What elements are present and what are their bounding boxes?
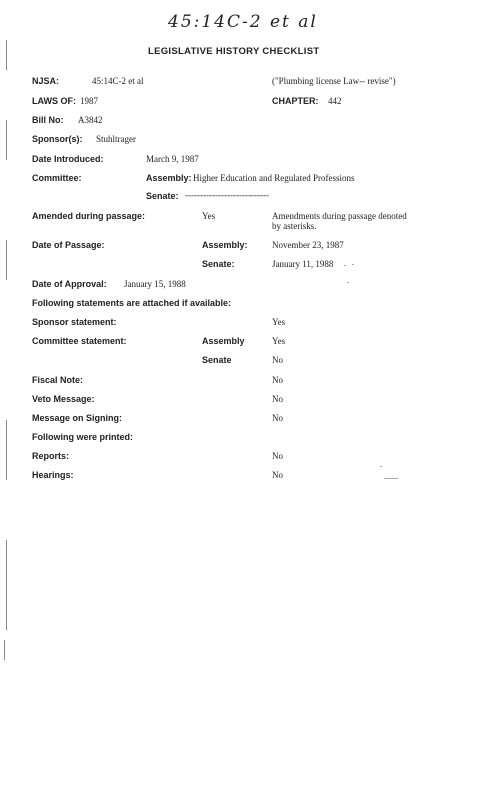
attached-heading: Following statements are attached if available: bbox=[32, 298, 232, 308]
scan-speck bbox=[347, 282, 349, 283]
scan-speck bbox=[380, 466, 382, 467]
approval-label: Date of Approval: bbox=[32, 279, 107, 289]
scan-edge bbox=[4, 640, 5, 660]
committee-assembly-value: Higher Education and Regulated Professions bbox=[193, 173, 355, 183]
passage-senate-label: Senate: bbox=[202, 259, 235, 269]
sponsor-statement-label: Sponsor statement: bbox=[32, 317, 117, 327]
laws-label: LAWS OF: bbox=[32, 96, 76, 106]
passage-label: Date of Passage: bbox=[32, 240, 105, 250]
introduced-value: March 9, 1987 bbox=[146, 154, 199, 164]
laws-value: 1987 bbox=[80, 96, 98, 106]
scan-edge bbox=[6, 40, 7, 70]
scan-edge bbox=[6, 240, 7, 280]
hearings-label: Hearings: bbox=[32, 470, 74, 480]
scan-edge bbox=[6, 540, 7, 630]
njsa-value: 45:14C-2 et al bbox=[92, 76, 144, 86]
hearings-value: No bbox=[272, 470, 283, 480]
amended-value: Yes bbox=[202, 211, 216, 221]
njsa-label: NJSA: bbox=[32, 76, 60, 86]
amended-note-line2: by asterisks. bbox=[272, 221, 317, 231]
bill-label: Bill No: bbox=[32, 115, 64, 125]
committee-statement-assembly-value: Yes bbox=[272, 336, 286, 346]
reports-label: Reports: bbox=[32, 451, 70, 461]
njsa-note: ("Plumbing license Law-- revise") bbox=[272, 76, 396, 86]
printed-heading: Following were printed: bbox=[32, 432, 133, 442]
reports-value: No bbox=[272, 451, 283, 461]
committee-statement-senate-value: No bbox=[272, 355, 283, 365]
veto-message-value: No bbox=[272, 394, 283, 404]
handwritten-annotation: 45:14C-2 et al bbox=[168, 12, 318, 32]
committee-assembly-label: Assembly: bbox=[146, 173, 192, 183]
committee-statement-senate-label: Senate bbox=[202, 355, 232, 365]
bill-value: A3842 bbox=[78, 115, 103, 125]
page-title: LEGISLATIVE HISTORY CHECKLIST bbox=[148, 46, 320, 57]
committee-label: Committee: bbox=[32, 173, 82, 183]
committee-senate-label: Senate: bbox=[146, 191, 179, 201]
passage-assembly-label: Assembly: bbox=[202, 240, 248, 250]
signing-message-value: No bbox=[272, 413, 283, 423]
chapter-value: 442 bbox=[328, 96, 342, 106]
sponsor-label: Sponsor(s): bbox=[32, 134, 83, 144]
committee-statement-label: Committee statement: bbox=[32, 336, 127, 346]
scan-speck bbox=[352, 264, 354, 265]
sponsor-value: Stuhltrager bbox=[96, 134, 136, 144]
introduced-label: Date Introduced: bbox=[32, 154, 104, 164]
committee-senate-value: ---------------------------- bbox=[185, 190, 269, 200]
scan-edge bbox=[6, 420, 7, 480]
passage-senate-value: January 11, 1988 bbox=[272, 259, 334, 269]
signing-message-label: Message on Signing: bbox=[32, 413, 123, 423]
committee-statement-assembly-label: Assembly bbox=[202, 336, 245, 346]
sponsor-statement-value: Yes bbox=[272, 317, 286, 327]
scan-edge bbox=[6, 120, 7, 160]
fiscal-note-value: No bbox=[272, 375, 283, 385]
passage-assembly-value: November 23, 1987 bbox=[272, 240, 344, 250]
scan-speck bbox=[384, 478, 398, 479]
approval-value: January 15, 1988 bbox=[124, 279, 186, 289]
amended-note-line1: Amendments during passage denoted bbox=[272, 211, 407, 221]
fiscal-note-label: Fiscal Note: bbox=[32, 375, 84, 385]
scan-speck bbox=[344, 265, 346, 266]
veto-message-label: Veto Message: bbox=[32, 394, 95, 404]
amended-label: Amended during passage: bbox=[32, 211, 146, 221]
chapter-label: CHAPTER: bbox=[272, 96, 319, 106]
